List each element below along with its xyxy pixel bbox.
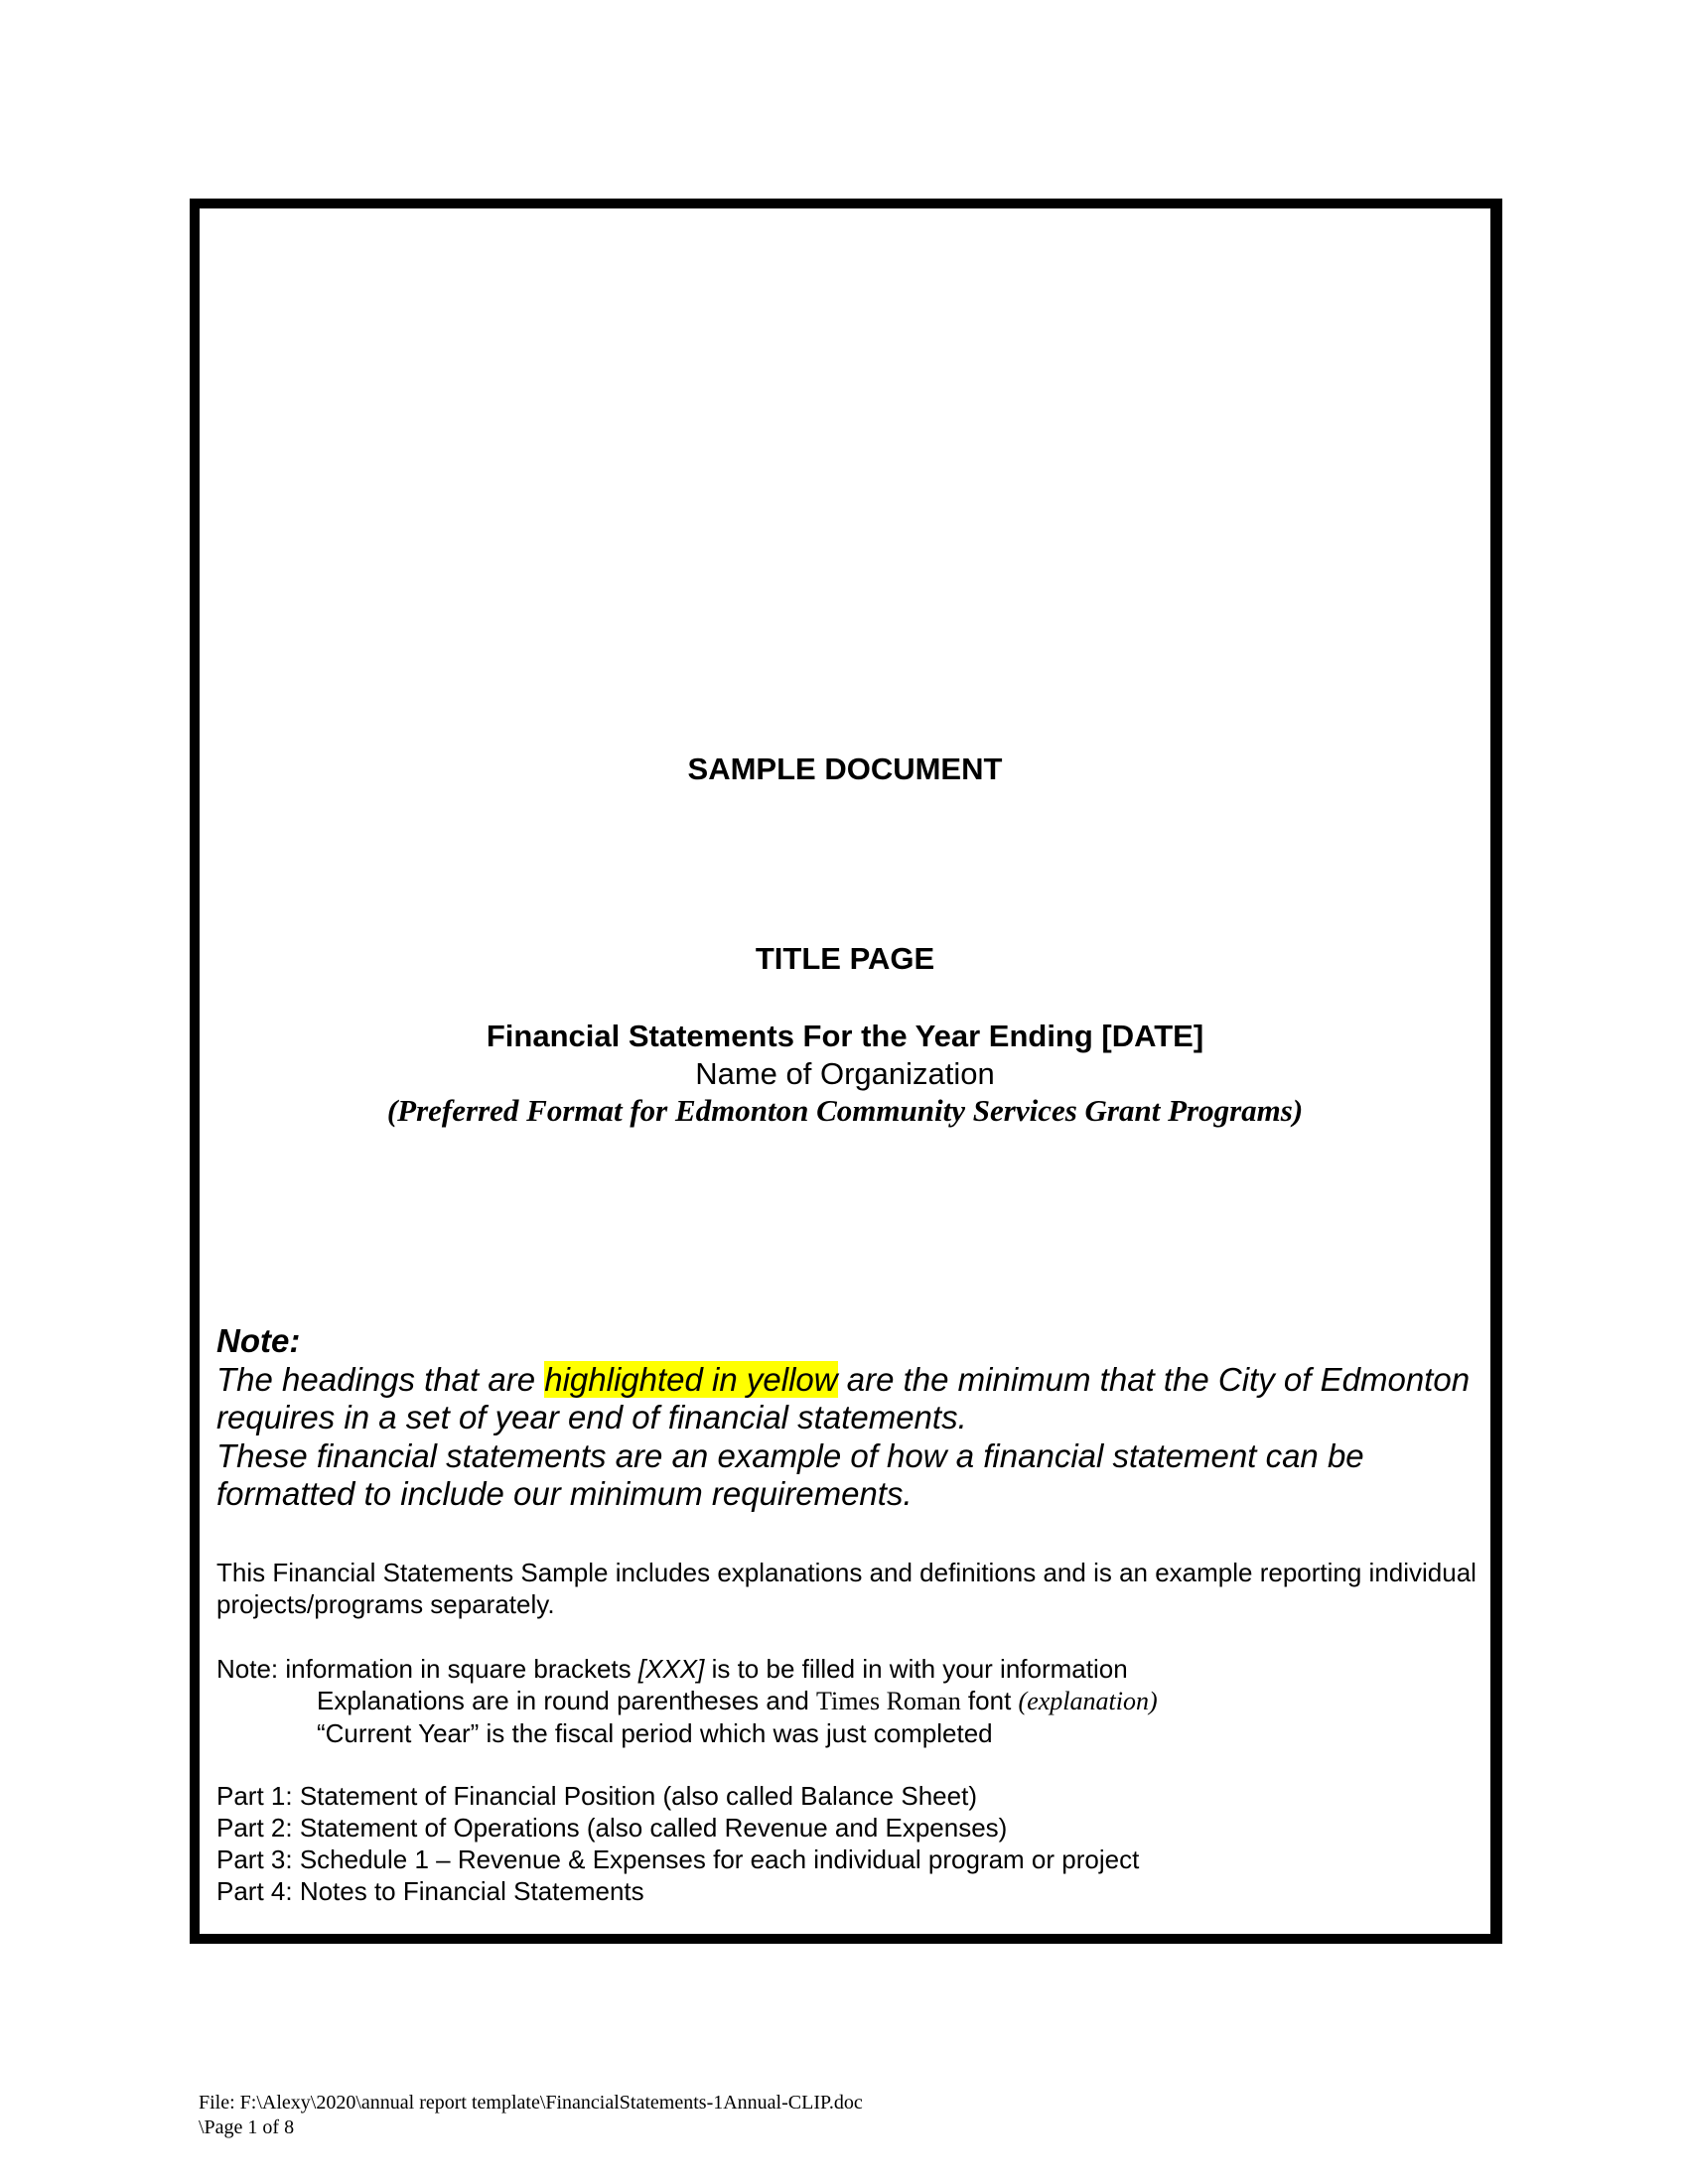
info-note-text: Note: information in square brackets xyxy=(216,1654,638,1684)
financial-statements-title: Financial Statements For the Year Ending [DATE] xyxy=(486,1019,1204,1053)
explanations-text: Explanations are in round parentheses and xyxy=(317,1686,817,1715)
info-note-line-1 xyxy=(216,1653,1497,1685)
info-note xyxy=(216,1653,1497,1749)
part-item: Part 2: Statement of Operations (also called Revenue and Expenses) xyxy=(216,1813,1008,1843)
font-word: font xyxy=(960,1686,1019,1715)
intro-paragraph: This Financial Statements Sample includes explanations and definitions and is an example reporting individual projects/programs separately. xyxy=(216,1558,1477,1619)
footer-file-path: File: F:\Alexy\2020\annual report template\FinancialStatements-1Annual-CLIP.doc xyxy=(199,2092,863,2114)
preferred-format-note: (Preferred Format for Edmonton Community Services Grant Programs) xyxy=(386,1093,1304,1128)
times-roman-label: Times Roman xyxy=(816,1687,961,1715)
part-item: Part 4: Notes to Financial Statements xyxy=(216,1876,644,1906)
footer-page-number: \Page 1 of 8 xyxy=(199,2116,295,2138)
parts-list xyxy=(216,1780,1497,1907)
highlight-note xyxy=(216,1322,1497,1514)
explanation-example: (explanation) xyxy=(1018,1687,1158,1715)
note-text-before: The headings that are xyxy=(216,1360,545,1398)
info-note-line-2 xyxy=(216,1685,1497,1717)
part-item: Part 3: Schedule 1 – Revenue & Expenses for each individual program or project xyxy=(216,1844,1140,1874)
note-text-after: are the minimum that the City of Edmonton requires in a set of year end of financial statements. xyxy=(216,1360,1471,1435)
title-page-heading: TITLE PAGE xyxy=(755,941,935,976)
highlighted-text: highlighted in yellow xyxy=(544,1360,838,1398)
organization-name: Name of Organization xyxy=(695,1056,995,1091)
part-item: Part 1: Statement of Financial Position (also called Balance Sheet) xyxy=(216,1781,977,1811)
sample-document-heading: SAMPLE DOCUMENT xyxy=(687,751,1003,786)
bracket-example: [XXX] xyxy=(637,1654,705,1684)
page-footer xyxy=(199,2091,863,2140)
note-paragraph-1 xyxy=(216,1361,1497,1437)
info-note-text-after: is to be filled in with your information xyxy=(704,1654,1128,1684)
note-paragraph-2: These financial statements are an example of how a financial statement can be formatted to include our minimum requirements. xyxy=(216,1436,1364,1512)
title-page-frame xyxy=(190,199,1502,1944)
info-note-line-3: “Current Year” is the fiscal period which was just completed xyxy=(317,1718,993,1748)
note-heading: Note: xyxy=(216,1322,301,1359)
